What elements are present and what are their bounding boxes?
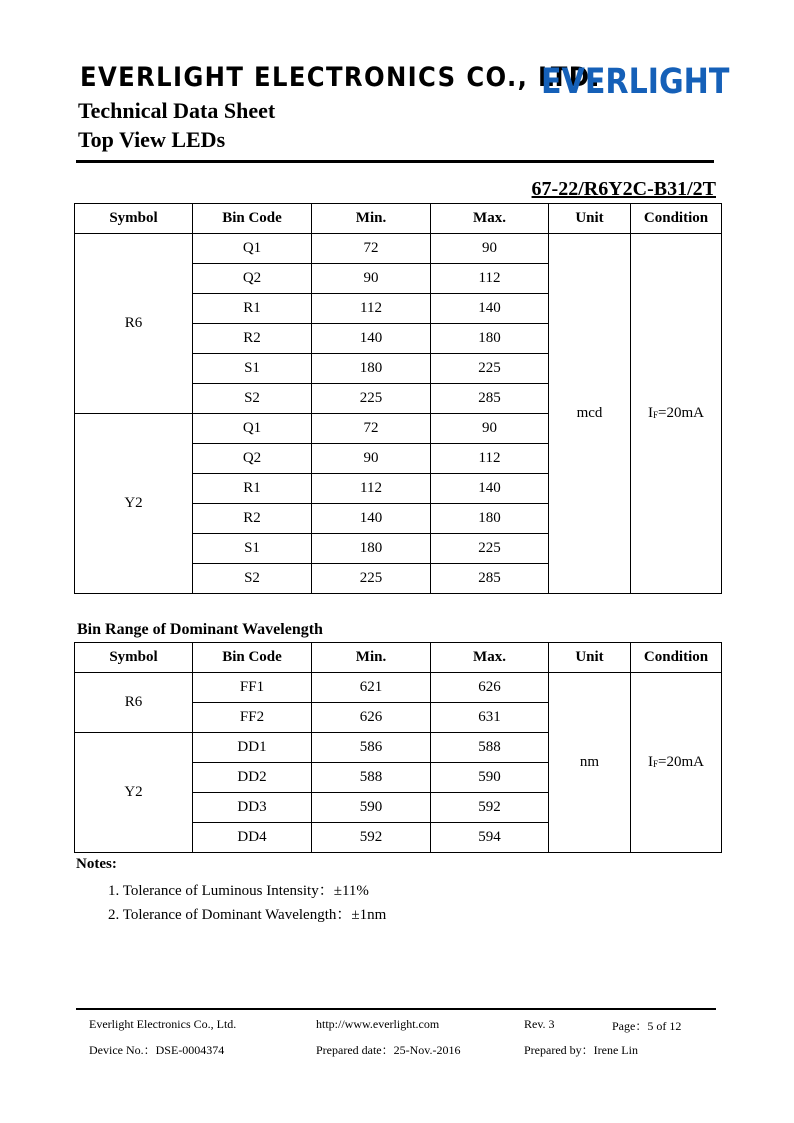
bin-cell: FF1 <box>193 673 312 703</box>
max-cell: 90 <box>431 234 549 264</box>
condition-value: =20mA <box>658 405 704 421</box>
min-cell: 586 <box>312 733 431 763</box>
table-row <box>75 234 722 264</box>
max-cell: 112 <box>431 444 549 474</box>
luminous-intensity-table <box>74 203 722 594</box>
column-header: Max. <box>431 204 549 234</box>
column-header: Symbol <box>75 204 193 234</box>
column-header: Unit <box>549 204 631 234</box>
bin-cell: FF2 <box>193 703 312 733</box>
note-item: 1. Tolerance of Luminous Intensity：±11% <box>108 883 369 899</box>
max-cell: 180 <box>431 504 549 534</box>
footer-page: Page：5 of 12 <box>612 1019 682 1033</box>
min-cell: 140 <box>312 324 431 354</box>
footer-prepared-by: Prepared by：Irene Lin <box>524 1043 638 1057</box>
max-cell: 285 <box>431 564 549 594</box>
table-row <box>75 673 722 703</box>
unit-cell: nm <box>549 673 631 853</box>
bin-cell: R2 <box>193 504 312 534</box>
column-header: Max. <box>431 643 549 673</box>
column-header: Condition <box>631 643 722 673</box>
bin-cell: S1 <box>193 534 312 564</box>
bin-cell: Q2 <box>193 444 312 474</box>
min-cell: 90 <box>312 264 431 294</box>
bin-cell: R2 <box>193 324 312 354</box>
min-cell: 112 <box>312 474 431 504</box>
footer-company: Everlight Electronics Co., Ltd. <box>89 1017 237 1031</box>
max-cell: 140 <box>431 294 549 324</box>
column-header: Condition <box>631 204 722 234</box>
column-header: Symbol <box>75 643 193 673</box>
max-cell: 225 <box>431 534 549 564</box>
bin-cell: S2 <box>193 384 312 414</box>
min-cell: 590 <box>312 793 431 823</box>
column-header: Bin Code <box>193 204 312 234</box>
min-cell: 225 <box>312 564 431 594</box>
condition-symbol: I <box>648 754 653 770</box>
condition-value: =20mA <box>658 754 704 770</box>
min-cell: 180 <box>312 354 431 384</box>
column-header: Bin Code <box>193 643 312 673</box>
bin-cell: DD3 <box>193 793 312 823</box>
unit-cell: mcd <box>549 234 631 594</box>
max-cell: 285 <box>431 384 549 414</box>
max-cell: 594 <box>431 823 549 853</box>
footer-divider <box>76 1008 716 1010</box>
min-cell: 588 <box>312 763 431 793</box>
column-header: Min. <box>312 643 431 673</box>
bin-cell: DD4 <box>193 823 312 853</box>
max-cell: 140 <box>431 474 549 504</box>
min-cell: 626 <box>312 703 431 733</box>
notes-title: Notes: <box>76 856 117 872</box>
bin-cell: S2 <box>193 564 312 594</box>
part-number: 67-22/R6Y2C-B31/2T <box>531 178 716 200</box>
max-cell: 90 <box>431 414 549 444</box>
column-header: Unit <box>549 643 631 673</box>
dominant-wavelength-table <box>74 642 722 853</box>
min-cell: 621 <box>312 673 431 703</box>
min-cell: 225 <box>312 384 431 414</box>
bin-cell: R1 <box>193 294 312 324</box>
max-cell: 180 <box>431 324 549 354</box>
min-cell: 90 <box>312 444 431 474</box>
max-cell: 225 <box>431 354 549 384</box>
symbol-cell: R6 <box>75 234 193 414</box>
min-cell: 112 <box>312 294 431 324</box>
bin-cell: Q1 <box>193 414 312 444</box>
bin-cell: Q1 <box>193 234 312 264</box>
table-header-row <box>75 204 722 234</box>
header-divider <box>76 160 714 163</box>
doc-subtitle: Top View LEDs <box>78 127 226 152</box>
min-cell: 72 <box>312 414 431 444</box>
max-cell: 590 <box>431 763 549 793</box>
max-cell: 592 <box>431 793 549 823</box>
min-cell: 72 <box>312 234 431 264</box>
min-cell: 140 <box>312 504 431 534</box>
bin-cell: DD2 <box>193 763 312 793</box>
wavelength-section-title: Bin Range of Dominant Wavelength <box>77 621 323 638</box>
bin-cell: R1 <box>193 474 312 504</box>
max-cell: 626 <box>431 673 549 703</box>
note-item: 2. Tolerance of Dominant Wavelength：±1nm <box>108 907 387 923</box>
bin-cell: S1 <box>193 354 312 384</box>
footer-rev: Rev. 3 <box>524 1017 555 1031</box>
symbol-cell: Y2 <box>75 414 193 594</box>
condition-cell <box>631 234 722 594</box>
max-cell: 631 <box>431 703 549 733</box>
bin-cell: DD1 <box>193 733 312 763</box>
column-header: Min. <box>312 204 431 234</box>
table-header-row <box>75 643 722 673</box>
footer-device-no: Device No.：DSE-0004374 <box>89 1043 225 1057</box>
everlight-logo: EVERLIGHT <box>541 62 730 102</box>
footer-url: http://www.everlight.com <box>316 1017 440 1031</box>
condition-subscript: F <box>653 759 659 769</box>
max-cell: 112 <box>431 264 549 294</box>
condition-subscript: F <box>653 410 659 420</box>
symbol-cell: Y2 <box>75 733 193 853</box>
symbol-cell: R6 <box>75 673 193 733</box>
company-name: EVERLIGHT ELECTRONICS CO., LTD. <box>80 62 601 93</box>
footer-prepared-date: Prepared date：25-Nov.-2016 <box>316 1043 461 1057</box>
min-cell: 180 <box>312 534 431 564</box>
doc-title: Technical Data Sheet <box>78 98 276 123</box>
condition-cell <box>631 673 722 853</box>
max-cell: 588 <box>431 733 549 763</box>
bin-cell: Q2 <box>193 264 312 294</box>
condition-symbol: I <box>648 405 653 421</box>
min-cell: 592 <box>312 823 431 853</box>
